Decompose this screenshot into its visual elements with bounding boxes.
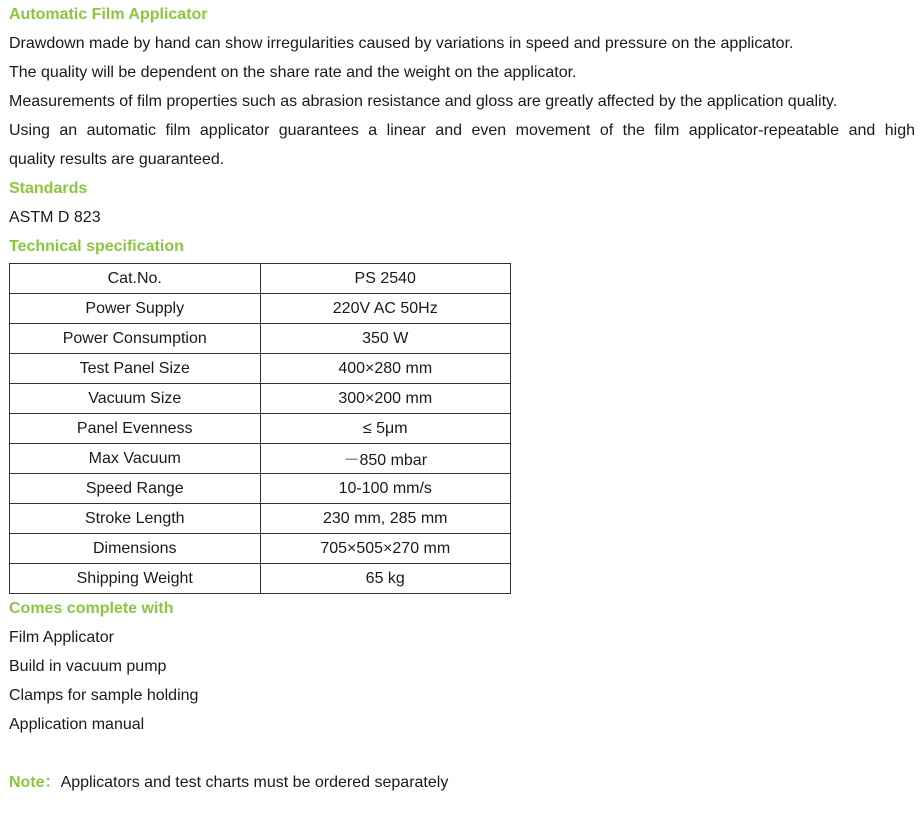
complete-item-2: Build in vacuum pump — [9, 658, 167, 675]
spec-label: Speed Range — [10, 474, 261, 504]
spec-label: Panel Evenness — [10, 414, 261, 444]
spec-row — [10, 294, 511, 324]
spec-value: 350 W — [260, 324, 511, 354]
intro-line-1: Drawdown made by hand can show irregularities caused by variations in speed and pressure on the applicator. — [9, 35, 794, 52]
spec-label: Max Vacuum — [10, 444, 261, 474]
spec-row — [10, 474, 511, 504]
note-text: Applicators and test charts must be ordered separately — [60, 774, 449, 791]
spec-row — [10, 354, 511, 384]
spec-heading: Technical specification — [9, 238, 184, 255]
intro-line-5: quality results are guaranteed. — [9, 151, 225, 168]
spec-table-body — [10, 264, 511, 594]
spec-label: Vacuum Size — [10, 384, 261, 414]
spec-value: －850 mbar — [260, 444, 511, 474]
spec-table — [9, 263, 511, 594]
spec-label: Dimensions — [10, 534, 261, 564]
spec-row — [10, 264, 511, 294]
spec-value: PS 2540 — [260, 264, 511, 294]
spec-label: Power Supply — [10, 294, 261, 324]
spec-label: Test Panel Size — [10, 354, 261, 384]
spec-value: 10-100 mm/s — [260, 474, 511, 504]
spec-value: ≤ 5μm — [260, 414, 511, 444]
intro-line-2: The quality will be dependent on the share rate and the weight on the applicator. — [9, 64, 577, 81]
page-title: Automatic Film Applicator — [9, 6, 208, 23]
spec-row — [10, 414, 511, 444]
spec-row — [10, 504, 511, 534]
spec-label: Power Consumption — [10, 324, 261, 354]
spec-value: 65 kg — [260, 564, 511, 594]
spec-row — [10, 534, 511, 564]
complete-heading: Comes complete with — [9, 600, 174, 617]
spec-value: 220V AC 50Hz — [260, 294, 511, 324]
note — [9, 768, 923, 797]
note-label: Note： — [9, 774, 61, 791]
standard-item: ASTM D 823 — [9, 209, 101, 226]
spec-label: Shipping Weight — [10, 564, 261, 594]
spec-value: 400×280 mm — [260, 354, 511, 384]
complete-item-3: Clamps for sample holding — [9, 687, 199, 704]
spec-row — [10, 444, 511, 474]
intro-line-4: Using an automatic film applicator guarantees a linear and even movement of the film applicator-repeatable and high — [9, 122, 915, 139]
spec-label: Stroke Length — [10, 504, 261, 534]
spec-label: Cat.No. — [10, 264, 261, 294]
complete-item-4: Application manual — [9, 716, 145, 733]
standards-heading: Standards — [9, 180, 88, 197]
spec-row — [10, 324, 511, 354]
complete-item-1: Film Applicator — [9, 629, 114, 646]
spec-value: 705×505×270 mm — [260, 534, 511, 564]
spec-row — [10, 564, 511, 594]
spec-value: 300×200 mm — [260, 384, 511, 414]
intro-line-3: Measurements of film properties such as abrasion resistance and gloss are greatly affected by the application quality. — [9, 93, 838, 110]
spec-row — [10, 384, 511, 414]
spec-value: 230 mm, 285 mm — [260, 504, 511, 534]
